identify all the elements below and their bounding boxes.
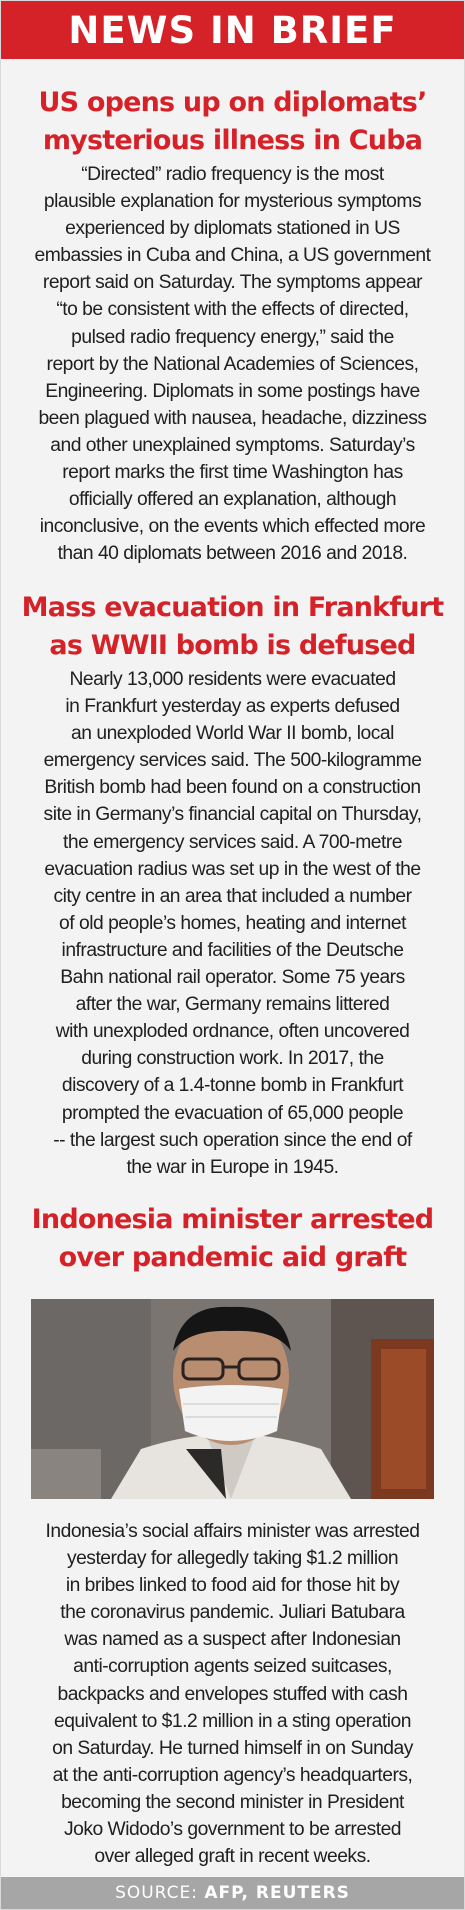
body-line: infrastructure and facilities of the Deutsche [61, 939, 404, 961]
headline-frankfurt-bomb [1, 589, 464, 665]
headline-line: over pandemic aid graft [58, 1242, 407, 1273]
article-body-us-diplomats [14, 161, 451, 567]
body-line: in Frankfurt yesterday as experts defused [65, 696, 400, 718]
body-line: report marks the first time Washington has [62, 462, 403, 484]
body-line: yesterday for allegedly taking $1.2 million [66, 1548, 399, 1570]
body-line: after the war, Germany remains littered [75, 994, 390, 1016]
photo-minister-masked [31, 1299, 434, 1499]
body-line: becoming the second minister in President [61, 1791, 404, 1813]
body-line: in bribes linked to food aid for those hit by [65, 1575, 400, 1597]
body-line: equivalent to $1.2 million in a sting operation [53, 1710, 411, 1732]
body-line: report by the National Academies of Sciences, [46, 353, 419, 375]
body-line: the coronavirus pandemic. Juliari Batubara [60, 1602, 405, 1624]
body-line: been plagued with nausea, headache, dizziness [38, 407, 427, 429]
body-line: was named as a suspect after Indonesian [64, 1629, 401, 1651]
source-label: SOURCE: [115, 1883, 198, 1903]
body-line: the war in Europe in 1945. [126, 1156, 339, 1178]
body-line: “Directed” radio frequency is the most [81, 164, 384, 185]
masthead-title: NEWS IN BRIEF [68, 8, 397, 52]
body-line: an unexploded World War II bomb, local [71, 723, 394, 745]
body-line: Engineering. Diplomats in some postings have [45, 380, 420, 402]
headline-line: US opens up on diplomats’ [38, 87, 427, 118]
body-line: city centre in an area that included a number [53, 885, 412, 907]
body-line: site in Germany’s financial capital on Thursday, [43, 804, 422, 826]
body-line: than 40 diplomats between 2016 and 2018. [57, 543, 408, 565]
body-line: during construction work. In 2017, the [81, 1048, 384, 1070]
body-line: experienced by diplomats stationed in US [65, 218, 400, 240]
body-line: inconclusive, on the events which effected more [39, 516, 426, 538]
body-line: plausible explanation for mysterious symptoms [43, 191, 422, 213]
body-line: pulsed radio frequency energy,” said the [71, 326, 394, 348]
body-line: Indonesia’s social affairs minister was arrested [45, 1521, 420, 1542]
body-line: on Saturday. He turned himself in on Sunday [52, 1737, 413, 1759]
masthead [1, 1, 464, 59]
body-line: “to be consistent with the effects of directed, [56, 299, 409, 321]
body-line: the emergency services said. A 700-metre [62, 831, 403, 853]
body-line: prompted the evacuation of 65,000 people [61, 1102, 404, 1124]
body-line: of old people’s homes, heating and internet [59, 912, 406, 934]
headline-line: Mass evacuation in Frankfurt [21, 592, 444, 623]
body-line: evacuation radius was set up in the west of the [44, 858, 421, 880]
minister-photo-illustration [31, 1299, 434, 1499]
article-body-frankfurt-bomb [14, 666, 451, 1181]
body-line: with unexploded ordnance, often uncovered [55, 1021, 410, 1043]
body-line: British bomb had been found on a construction [44, 777, 421, 799]
body-line: discovery of a 1.4-tonne bomb in Frankfurt [61, 1075, 404, 1097]
headline-line: mysterious illness in Cuba [42, 125, 423, 156]
body-line: backpacks and envelopes stuffed with cash [57, 1683, 408, 1705]
headline-indonesia-minister [1, 1201, 464, 1277]
body-line: Nearly 13,000 residents were evacuated [69, 669, 396, 690]
body-line: Joko Widodo’s government to be arrested [63, 1819, 402, 1841]
body-line: over alleged graft in recent weeks. [94, 1846, 371, 1868]
body-line: Bahn national rail operator. Some 75 years [60, 967, 405, 989]
body-line: and other unexplained symptoms. Saturday’s [50, 434, 415, 456]
source-names: AFP, REUTERS [204, 1883, 350, 1903]
headline-line: as WWII bomb is defused [49, 630, 416, 661]
article-body-indonesia-minister [14, 1518, 451, 1870]
body-line: emergency services said. The 500-kilogramme [43, 750, 422, 772]
body-line: report said on Saturday. The symptoms appear [42, 272, 423, 294]
body-line: at the anti-corruption agency’s headquarters, [52, 1764, 413, 1786]
body-line: embassies in Cuba and China, a US government [34, 245, 431, 267]
headline-us-diplomats [1, 84, 464, 160]
body-line: officially offered an explanation, although [68, 489, 397, 511]
headline-line: Indonesia minister arrested [31, 1204, 434, 1235]
body-line: -- the largest such operation since the end of [53, 1129, 412, 1151]
body-line: anti-corruption agents seized suitcases, [73, 1656, 392, 1678]
source-footer [1, 1877, 464, 1909]
